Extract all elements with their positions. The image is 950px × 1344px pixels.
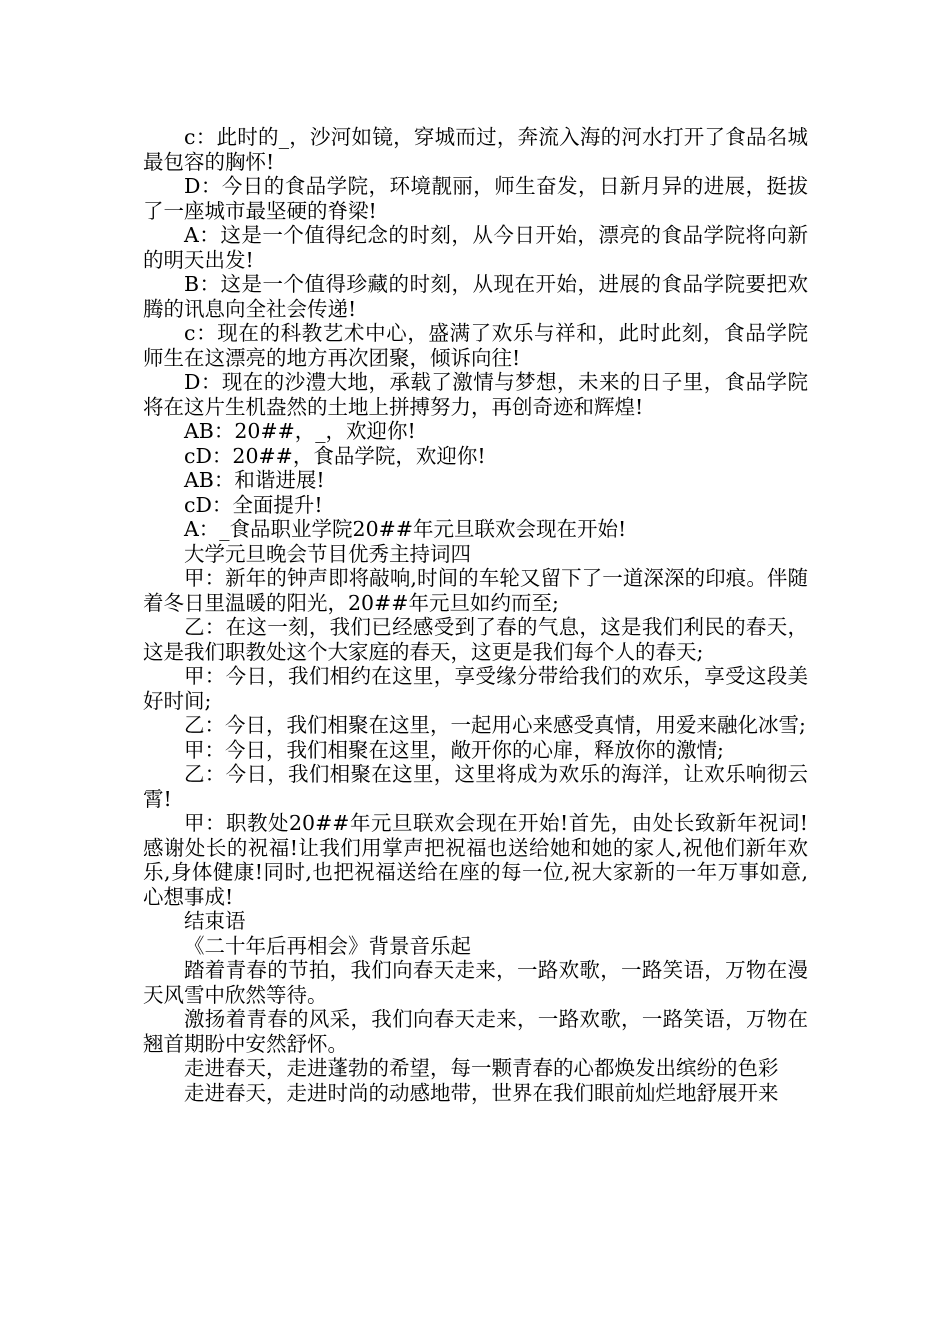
paragraph: c：现在的科教艺术中心，盛满了欢乐与祥和，此时此刻，食品学院师生在这漂亮的地方再次团聚，倾诉向往!	[143, 321, 808, 370]
paragraph: c：此时的_，沙河如镜，穿城而过，奔流入海的河水打开了食品名城最包容的胸怀!	[143, 125, 808, 174]
paragraph: B：这是一个值得珍藏的时刻，从现在开始，进展的食品学院要把欢腾的讯息向全社会传递!	[143, 272, 808, 321]
paragraph: 甲：职教处20##年元旦联欢会现在开始!首先，由处长致新年祝词!感谢处长的祝福!让我们用掌声把祝福也送给她和她的家人,祝他们新年欢乐,身体健康!同时,也把祝福送给在座的每一位,祝大家新的一年万事如意,心想事成!	[143, 811, 808, 909]
paragraph: AB：和谐进展!	[184, 468, 325, 492]
paragraph: 走进春天，走进时尚的动感地带，世界在我们眼前灿烂地舒展开来	[184, 1080, 779, 1105]
section-heading: 结束语	[184, 909, 246, 933]
paragraph: cD：全面提升!	[184, 492, 323, 517]
paragraph: 踏着青春的节拍，我们向春天走来，一路欢歌，一路笑语，万物在漫天风雪中欣然等待。	[143, 958, 808, 1007]
paragraph: 甲：新年的钟声即将敲响,时间的车轮又留下了一道深深的印痕。伴随着冬日里温暖的阳光，20##年元旦如约而至;	[143, 566, 808, 615]
document-page	[143, 125, 808, 1105]
paragraph: 乙：今日，我们相聚在这里，这里将成为欢乐的海洋，让欢乐响彻云霄!	[143, 762, 808, 811]
paragraph: D：现在的沙澧大地，承载了激情与梦想，未来的日子里，食品学院将在这片生机盎然的土地上拼搏努力，再创奇迹和辉煌!	[143, 370, 808, 419]
section-heading: 大学元旦晚会节目优秀主持词四	[184, 541, 471, 566]
paragraph: 甲：今日，我们相聚在这里，敞开你的心扉，释放你的激情;	[184, 737, 724, 762]
paragraph: 激扬着青春的风采，我们向春天走来，一路欢歌，一路笑语，万物在翘首期盼中安然舒怀。	[143, 1007, 808, 1056]
paragraph: 走进春天，走进蓬勃的希望，每一颗青春的心都焕发出缤纷的色彩	[184, 1056, 779, 1080]
paragraph: 乙：在这一刻，我们已经感受到了春的气息，这是我们利民的春天，这是我们职教处这个大家庭的春天，这更是我们每个人的春天;	[143, 615, 808, 664]
paragraph: A：这是一个值得纪念的时刻，从今日开始，漂亮的食品学院将向新的明天出发!	[143, 223, 808, 272]
paragraph: 《二十年后再相会》背景音乐起	[184, 933, 471, 958]
paragraph: cD：20##，食品学院，欢迎你!	[184, 443, 486, 468]
paragraph: 乙：今日，我们相聚在这里，一起用心来感受真情，用爱来融化冰雪;	[184, 713, 806, 737]
paragraph: 甲：今日，我们相约在这里，享受缘分带给我们的欢乐，享受这段美好时间;	[143, 664, 808, 713]
paragraph: A：_食品职业学院20##年元旦联欢会现在开始!	[184, 517, 627, 541]
paragraph: AB：20##，_，欢迎你!	[184, 419, 416, 443]
paragraph: D：今日的食品学院，环境靓丽，师生奋发，日新月异的进展，挺拔了一座城市最坚硬的脊梁!	[143, 174, 808, 223]
